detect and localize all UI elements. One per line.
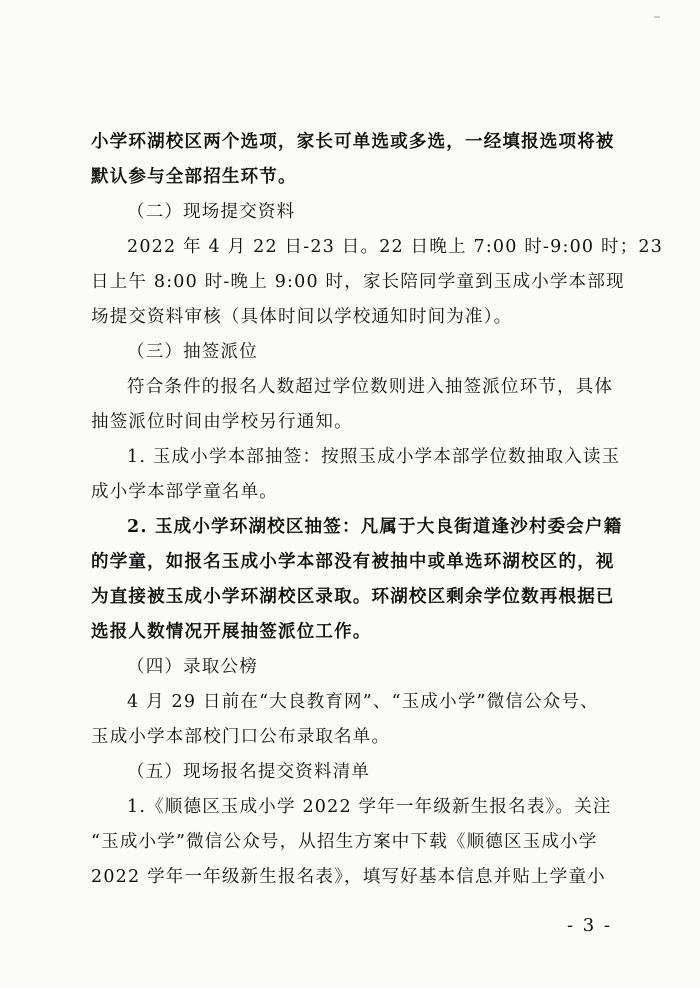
section-heading: （四）录取公榜 <box>127 657 258 677</box>
text-line: 默认参与全部招生环节。 <box>91 167 297 187</box>
text-line: 场提交资料审核（具体时间以学校通知时间为准）。 <box>91 307 513 327</box>
text-line: 日上午 8:00 时-晚上 9:00 时，家长陪同学童到玉成小学本部现 <box>91 272 625 292</box>
text-line: 成小学本部学童名单。 <box>91 482 278 502</box>
section-heading: （三）抽签派位 <box>127 342 258 362</box>
text-line: 1.《顺德区玉成小学 2022 学年一年级新生报名表》。关注 <box>127 797 612 817</box>
text-line: 1. 玉成小学本部抽签：按照玉成小学本部学位数抽取入读玉 <box>127 447 621 467</box>
section-heading: （二）现场提交资料 <box>127 202 296 222</box>
text-line: 4 月 29 日前在“大良教育网”、“玉成小学”微信公众号、 <box>127 692 599 712</box>
section-heading: （五）现场报名提交资料清单 <box>127 762 371 782</box>
scan-mark <box>654 16 660 18</box>
text-line: 抽签派位时间由学校另行通知。 <box>91 412 353 432</box>
text-line: 符合条件的报名人数超过学位数则进入抽签派位环节，具体 <box>127 377 614 397</box>
text-line: 2. 玉成小学环湖校区抽签：凡属于大良街道逢沙村委会户籍 <box>127 517 623 537</box>
text-line: 选报人数情况开展抽签派位工作。 <box>91 622 372 642</box>
text-line: 2022 学年一年级新生报名表》，填写好基本信息并贴上学童小 <box>91 867 606 887</box>
text-line: 2022 年 4 月 22 日-23 日。22 日晚上 7:00 时-9:00 时；23 <box>127 237 664 257</box>
text-line: 的学童，如报名玉成小学本部没有被抽中或单选环湖校区的，视 <box>91 552 615 572</box>
text-line: 小学环湖校区两个选项，家长可单选或多选，一经填报选项将被 <box>91 132 615 152</box>
page-number: - 3 - <box>566 915 612 936</box>
text-line: 玉成小学本部校门口公布录取名单。 <box>91 727 391 747</box>
text-line: 为直接被玉成小学环湖校区录取。环湖校区剩余学位数再根据已 <box>91 587 615 607</box>
text-line: “玉成小学”微信公众号，从招生方案中下载《顺德区玉成小学 <box>91 832 598 852</box>
document-body <box>91 125 664 895</box>
